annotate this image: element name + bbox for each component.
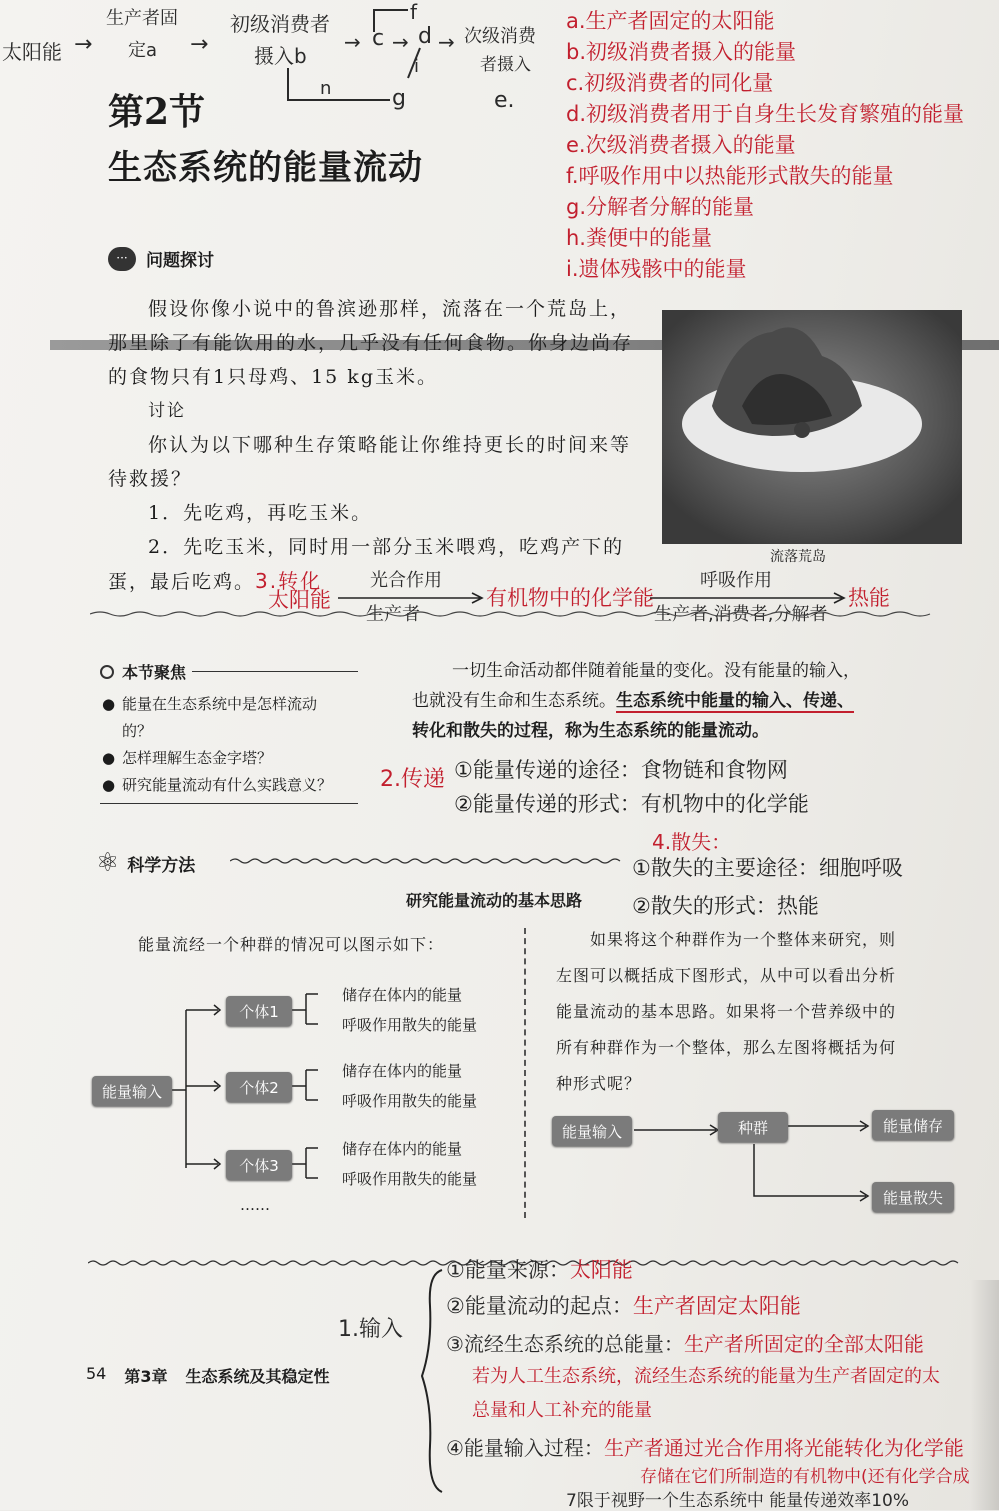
intro-text xyxy=(412,656,972,746)
note-i: i xyxy=(414,56,420,77)
legend-note: h.粪便中的能量 xyxy=(566,226,712,250)
note-c: c xyxy=(372,26,385,51)
tree-store-1: 储存在体内的能量 xyxy=(342,986,463,1004)
legend-notes xyxy=(566,6,964,285)
discussion-para-3: 的食物只有1只母鸡、15 kg玉米。 xyxy=(108,366,438,388)
note-n: n xyxy=(320,78,332,99)
tree-input-box: 能量输入 xyxy=(92,1076,172,1106)
legend-note: d.初级消费者用于自身生长发育繁殖的能量 xyxy=(566,102,965,126)
focus-item: ● 怎样理解生态金字塔？ xyxy=(102,749,273,767)
mini-input-box: 能量输入 xyxy=(552,1116,632,1146)
tree-resp-2: 呼吸作用散失的能量 xyxy=(342,1092,478,1110)
mini-loss-box: 能量散失 xyxy=(872,1182,954,1212)
legend-note: a.生产者固定的太阳能 xyxy=(566,9,775,33)
legend-note: f.呼吸作用中以热能形式散失的能量 xyxy=(566,164,894,188)
legend-note: g.分解者分解的能量 xyxy=(566,195,755,219)
note-arrow-5: → xyxy=(438,30,455,54)
input-note-4: ④能量输入过程：生产者通过光合作用将光能转化为化学能 xyxy=(446,1436,964,1460)
discussion-option-2b: 蛋，最后吃鸡。3.转化 xyxy=(108,569,323,593)
note-primary-intake: 摄入b xyxy=(254,44,307,68)
method-right-line-1: 如果将这个种群作为一个整体来研究，则 xyxy=(590,930,897,949)
island-illustration xyxy=(652,296,972,546)
page-edge xyxy=(970,1280,999,1510)
method-heading xyxy=(96,848,195,878)
note-arrow-3: → xyxy=(344,30,361,54)
note-producer-fix: 生产者固 xyxy=(106,8,178,29)
tree-resp-1: 呼吸作用散失的能量 xyxy=(342,1016,478,1034)
atom-icon: ⚛ xyxy=(96,848,120,878)
flow-producer: 生产者 xyxy=(366,604,420,625)
flow-photosynthesis: 光合作用 xyxy=(370,570,442,591)
bottom-note: 7限于视野一个生态系统中 能量传递效率10% xyxy=(566,1491,910,1511)
legend-note: e.次级消费者摄入的能量 xyxy=(566,133,796,157)
focus-item: ● 能量在生态系统中是怎样流动 xyxy=(102,695,318,713)
note-secondary: 次级消费 xyxy=(464,26,536,47)
method-right-line-3: 能量流动的基本思路。如果将一个营养级中的 xyxy=(556,1002,897,1021)
note-f: f xyxy=(410,0,418,24)
mini-population-box: 种群 xyxy=(718,1112,788,1142)
dissipation-line-1: ①散失的主要途径：细胞呼吸 xyxy=(632,856,903,880)
note-arrow-2: → xyxy=(190,32,209,57)
method-right-line-5: 种形式呢？ xyxy=(556,1074,642,1093)
focus-item: ● 研究能量流动有什么实践意义？ xyxy=(102,776,333,794)
page-number: 54 xyxy=(86,1364,107,1383)
focus-box xyxy=(100,660,358,804)
flow-actors: 生产者,消费者,分解者 xyxy=(654,604,828,625)
input-note-2: ②能量流动的起点：生产者固定太阳能 xyxy=(446,1294,801,1318)
note-producer-fix-2: 定a xyxy=(128,40,158,61)
dissipation-heading: 4.散失： xyxy=(652,830,732,854)
dissipation-line-2: ②散失的形式：热能 xyxy=(632,894,819,918)
focus-item-cont: 的？ xyxy=(122,722,153,740)
legend-note: b.初级消费者摄入的能量 xyxy=(566,40,797,64)
note-secondary-2: 者摄入 xyxy=(480,55,531,75)
method-left-caption: 能量流经一个种群的情况可以图示如下： xyxy=(138,935,445,954)
tree-resp-3: 呼吸作用散失的能量 xyxy=(342,1170,478,1188)
tree-individual-2: 个体2 xyxy=(226,1072,292,1102)
intro-line-2: 也就没有生命和生态系统。生态系统中能量的输入、传递、 xyxy=(412,691,854,711)
method-subtitle: 研究能量流动的基本思路 xyxy=(406,891,583,910)
transfer-heading: 2.传递 xyxy=(380,767,445,792)
input-brace xyxy=(418,1266,448,1496)
discussion-option-1: 1．先吃鸡，再吃玉米。 xyxy=(148,502,373,524)
intro-line-1: 一切生命活动都伴随着能量的变化。没有能量的输入， xyxy=(452,661,860,681)
input-note-3c: 若为人工生态系统，流经生态系统的能量为生产者固定的太 xyxy=(472,1366,940,1387)
input-note-3d: 总量和人工补充的能量 xyxy=(472,1400,652,1421)
focus-heading: 本节聚焦 xyxy=(122,663,187,682)
discussion-text xyxy=(108,292,648,599)
method-divider xyxy=(524,928,526,1218)
island-caption: 流落荒岛 xyxy=(770,549,826,565)
discussion-title: 问题探讨 xyxy=(146,251,214,271)
target-icon xyxy=(100,665,114,679)
discussion-question-2: 待救援？ xyxy=(108,468,193,490)
flow-sun: 太阳能 xyxy=(268,588,331,612)
flow-arrows xyxy=(90,590,950,620)
note-arrow-4: → xyxy=(392,30,409,54)
chapter-title: 生态系统及其稳定性 xyxy=(185,1367,330,1386)
note-primary-consumer: 初级消费者 xyxy=(230,12,330,36)
discussion-question-1: 你认为以下哪种生存策略能让你维持更长的时间来等 xyxy=(148,434,632,456)
flow-heat: 热能 xyxy=(848,586,890,610)
method-right-text xyxy=(556,922,956,1102)
note-flow-lines xyxy=(280,0,430,110)
discussion-option-2a: 2．先吃玉米，同时用一部分玉米喂鸡，吃鸡产下的 xyxy=(148,536,625,558)
note-e: e. xyxy=(494,88,515,113)
note-g: g xyxy=(392,86,406,111)
legend-note: i.遗体残骸中的能量 xyxy=(566,257,747,281)
note-arrow-1: → xyxy=(74,32,93,57)
section-title: 生态系统的能量流动 xyxy=(108,148,423,188)
flow-organic: 有机物中的化学能 xyxy=(486,586,654,610)
method-right-line-4: 所有种群作为一个整体，那么左图将概括为何 xyxy=(556,1038,897,1057)
tree-store-2: 储存在体内的能量 xyxy=(342,1062,463,1080)
input-note-1: ①能量来源：太阳能 xyxy=(446,1258,633,1282)
method-right-line-2: 左图可以概括成下图形式，从中可以看出分析 xyxy=(556,966,897,985)
method-wave-line xyxy=(230,856,630,866)
mini-storage-box: 能量储存 xyxy=(872,1110,954,1140)
tree-more: …… xyxy=(240,1196,270,1214)
page-footer xyxy=(86,1364,330,1387)
transfer-line-2: ②能量传递的形式：有机物中的化学能 xyxy=(454,792,809,816)
focus-list xyxy=(100,691,358,799)
tree-store-3: 储存在体内的能量 xyxy=(342,1140,463,1158)
discussion-para-2: 那里除了有能饮用的水，几乎没有任何食物。你身边尚存 xyxy=(108,332,634,354)
method-title: 科学方法 xyxy=(127,855,196,876)
section-number: 第2节 xyxy=(108,91,206,133)
transfer-line-1: ①能量传递的途径：食物链和食物网 xyxy=(454,758,788,782)
chat-bubble-icon: ··· xyxy=(108,247,136,271)
flow-respiration: 呼吸作用 xyxy=(700,570,772,591)
discussion-heading xyxy=(108,246,214,271)
tree-individual-3: 个体3 xyxy=(226,1150,292,1180)
input-note-3: ③流经生态系统的总能量：生产者所固定的全部太阳能 xyxy=(446,1332,924,1356)
discussion-label: 讨论 xyxy=(148,401,186,421)
input-heading: 1.输入 xyxy=(338,1317,403,1342)
tree-individual-1: 个体1 xyxy=(226,996,292,1026)
definition-highlight: 生态系统中能量的输入、传递、 xyxy=(616,691,854,711)
note-answer: 3.转化 xyxy=(255,569,323,593)
intro-line-3: 转化和散失的过程，称为生态系统的能量流动。 xyxy=(412,721,769,741)
note-sun-energy: 太阳能 xyxy=(2,40,62,64)
discussion-para-1: 假设你像小说中的鲁滨逊那样，流落在一个荒岛上， xyxy=(148,298,632,320)
chapter-number: 第3章 xyxy=(124,1367,168,1386)
input-note-4c: 存储在它们所制造的有机物中(还有化学合成 xyxy=(640,1467,970,1487)
note-d: d xyxy=(418,24,432,49)
legend-note: c.初级消费者的同化量 xyxy=(566,71,774,95)
